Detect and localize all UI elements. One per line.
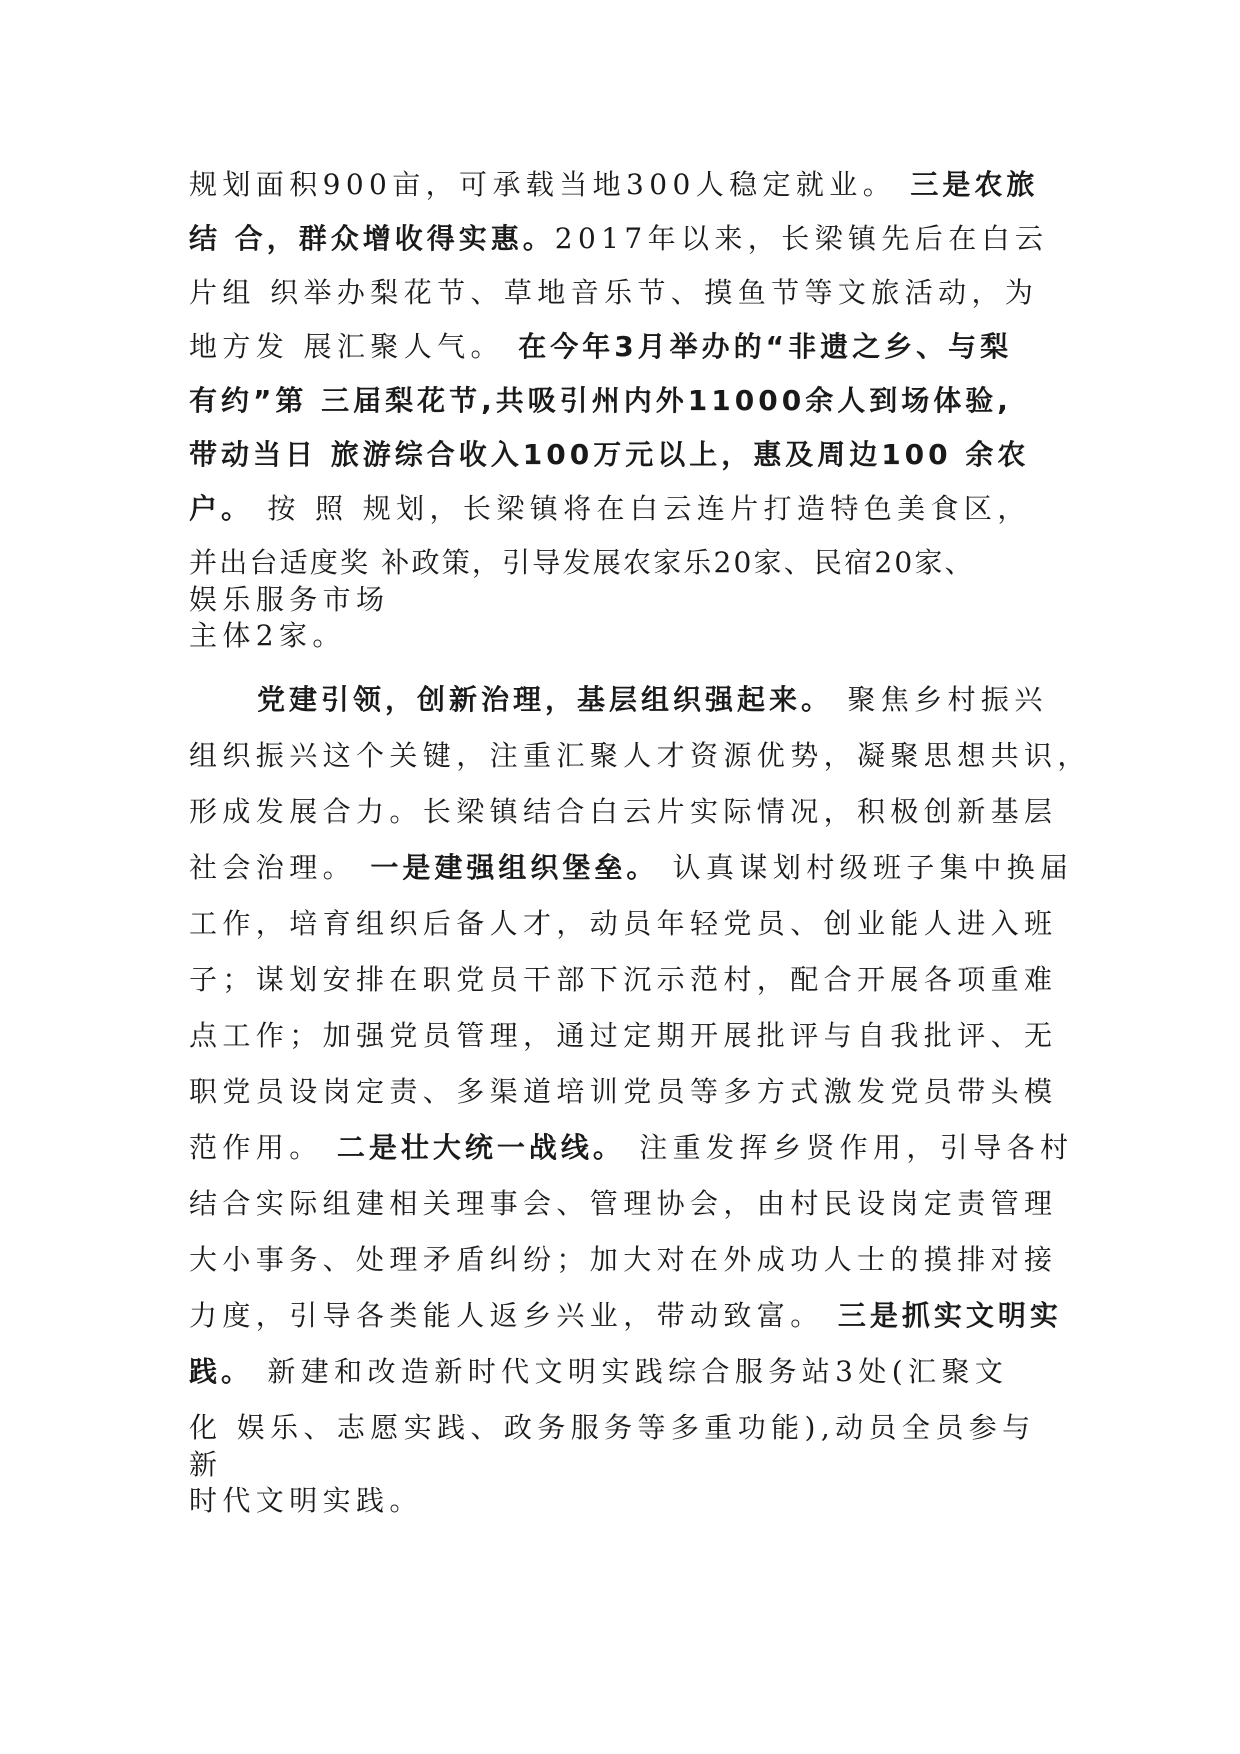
bold-text-run: 在今年3月举办的“非遗之乡、与梨 [518, 330, 1013, 363]
body-line [189, 273, 1038, 313]
text-run: 认真谋划村级班子集中换届 [658, 851, 1074, 884]
text-run: 大小事务、处理矛盾纠纷；加大对在外成功人士的摸排对接 [189, 1243, 1058, 1276]
body-line [189, 381, 1012, 421]
text-run: 点工作；加强党员管理，通过定期开展批评与自我批评、无 [189, 1019, 1058, 1052]
text-run: 结合实际组建相关理事会、管理协会，由村民设岗定责管理 [189, 1187, 1058, 1220]
body-line [189, 1240, 1057, 1280]
body-line [189, 616, 346, 656]
text-run: 范作用。 [189, 1131, 337, 1164]
bold-text-run: 户。 [189, 492, 254, 525]
body-line [189, 848, 1073, 888]
text-run: 化 娱乐、志愿实践、政务服务等多重功能),动员全员参与 [189, 1411, 1036, 1444]
text-run: 片组 织举办梨花节、草地音乐节、摸鱼节等文旅活动，为 [189, 276, 1039, 309]
text-run: 时代文明实践。 [189, 1484, 423, 1517]
text-run: 力度，引导各类能人返乡兴业，带动致富。 [189, 1299, 838, 1332]
body-line [189, 904, 1057, 944]
body-line [189, 165, 1038, 205]
text-run: 社会治理。 [189, 851, 371, 884]
text-run: 娱乐服务市场 [189, 583, 390, 616]
bold-text-run: 党建引领，创新治理，基层组织强起来。 [257, 683, 834, 716]
body-line [189, 1352, 1008, 1392]
body-line [189, 327, 1012, 367]
body-line [189, 489, 1031, 529]
body-line [189, 1184, 1057, 1224]
body-line [189, 1072, 1057, 1112]
body-line [189, 1445, 222, 1485]
text-run: 子；谋划安排在职党员干部下沉示范村，配合开展各项重难 [189, 963, 1058, 996]
body-line [189, 1408, 1036, 1448]
text-run: 按 照 规划，长梁镇将在白云连片打造特色美食区， [253, 492, 1031, 525]
body-line [189, 1016, 1057, 1056]
body-line [189, 736, 1091, 776]
text-run: 聚焦乡村振兴 [833, 683, 1048, 716]
body-line [189, 1481, 423, 1521]
text-run: 注重发挥乡贤作用，引导各村 [624, 1131, 1074, 1164]
section-heading-line [257, 680, 1048, 720]
bold-text-run: 二是壮大统一战线。 [336, 1131, 625, 1164]
body-line [189, 580, 389, 620]
text-run: 新 [189, 1448, 223, 1481]
body-line [189, 1128, 1073, 1168]
text-run: 职党员设岗定责、多渠道培训党员等多方式激发党员带头模 [189, 1075, 1058, 1108]
text-run: 并出台适度奖 补政策，引导发展农家乐20家、民宿20家、 [189, 546, 975, 579]
bold-text-run: 三是农旅 [910, 168, 1039, 201]
text-run: 新建和改造新时代文明实践综合服务站3处(汇聚文 [253, 1355, 1009, 1388]
text-run: 2017年以来，长梁镇先后在白云 [554, 222, 1049, 255]
body-line [189, 435, 1029, 475]
bold-text-run: 有约”第 三届梨花节,共吸引州内外11000余人到场体验, [189, 384, 1012, 417]
text-run: 工作，培育组织后备人才，动员年轻党员、创业能人进入班 [189, 907, 1058, 940]
bold-text-run: 践。 [189, 1355, 254, 1388]
body-line [189, 543, 975, 583]
text-run: 形成发展合力。长梁镇结合白云片实际情况，积极创新基层 [189, 795, 1058, 828]
text-run: 地方发 展汇聚人气。 [189, 330, 519, 363]
bold-text-run: 三是抓实文明实 [837, 1299, 1062, 1332]
text-run: 规划面积900亩，可承载当地300人稳定就业。 [189, 168, 911, 201]
body-line [189, 219, 1048, 259]
body-line [189, 792, 1057, 832]
bold-text-run: 结 合，群众增收得实惠。 [189, 222, 555, 255]
text-run: 组织振兴这个关键，注重汇聚人才资源优势，凝聚思想共识， [189, 739, 1091, 772]
bold-text-run: 带动当日 旅游综合收入100万元以上，惠及周边100 余农 [189, 438, 1030, 471]
body-line [189, 1296, 1062, 1336]
body-line [189, 960, 1057, 1000]
text-run: 主体2家。 [189, 619, 346, 652]
bold-text-run: 一是建强组织堡垒。 [370, 851, 659, 884]
